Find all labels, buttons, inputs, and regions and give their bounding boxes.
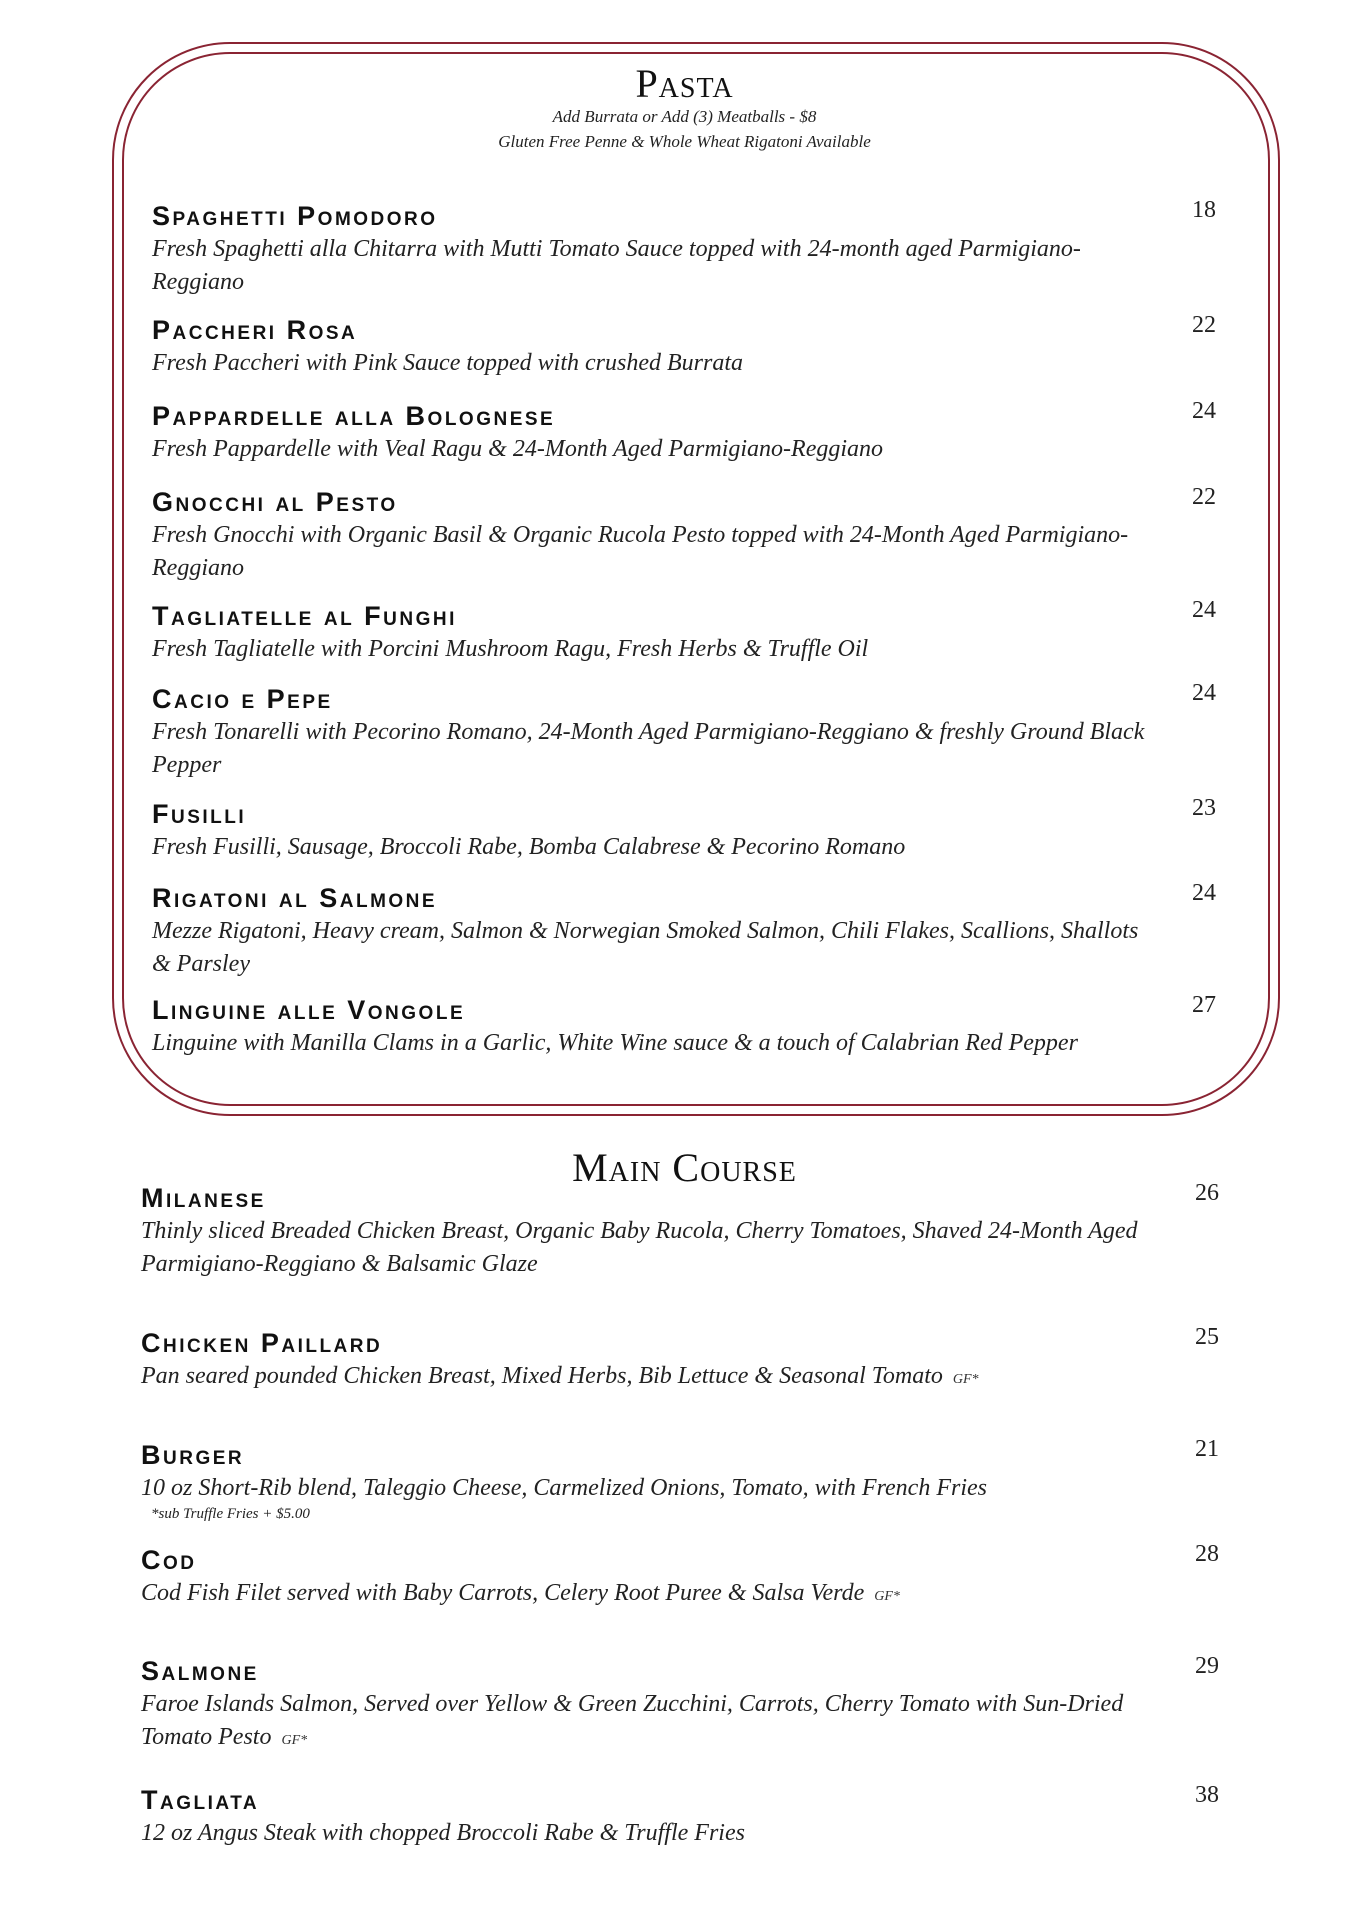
item-description: 10 oz Short-Rib blend, Taleggio Cheese, Carmelized Onions, Tomato, with French Fries: [141, 1475, 987, 1501]
pasta-item-spaghetti-pomodoro: [152, 201, 1147, 299]
item-description: [141, 1577, 1151, 1613]
pasta-item-cacio-e-pepe: [152, 684, 1147, 782]
item-price: 24: [1192, 680, 1216, 706]
item-price: 24: [1192, 880, 1216, 906]
item-name: Spaghetti Pomodoro: [152, 201, 438, 231]
item-description: [141, 1360, 1151, 1396]
pasta-note-gluten-free: Gluten Free Penne & Whole Wheat Rigatoni Available: [498, 132, 871, 151]
item-price: 24: [1192, 597, 1216, 623]
item-price: 21: [1195, 1436, 1219, 1462]
main-item-burger: [141, 1440, 1151, 1523]
pasta-item-gnocchi-pesto: [152, 487, 1147, 585]
main-item-salmone: [141, 1656, 1151, 1757]
main-item-milanese: [141, 1183, 1151, 1281]
item-description: Thinly sliced Breaded Chicken Breast, Organic Baby Rucola, Cherry Tomatoes, Shaved 24-Month Aged Parmigiano-Reggiano & Balsamic Glaze: [141, 1218, 1138, 1277]
item-description: Fresh Spaghetti alla Chitarra with Mutti Tomato Sauce topped with 24-month aged Parmigiano- Reggiano: [152, 236, 1081, 295]
item-name: Cacio e Pepe: [152, 684, 333, 714]
item-description: 12 oz Angus Steak with chopped Broccoli Rabe & Truffle Fries: [141, 1820, 745, 1846]
item-description: Fresh Paccheri with Pink Sauce topped with crushed Burrata: [152, 350, 744, 376]
pasta-item-paccheri-rosa: [152, 315, 1147, 380]
item-description: Linguine with Manilla Clams in a Garlic, White Wine sauce & a touch of Calabrian Red Pepper: [152, 1030, 1078, 1056]
item-name: Pappardelle alla Bolognese: [152, 401, 556, 431]
main-item-tagliata: [141, 1785, 1151, 1850]
item-description: Fresh Fusilli, Sausage, Broccoli Rabe, Bomba Calabrese & Pecorino Romano: [152, 834, 906, 860]
item-name: Burger: [141, 1440, 245, 1470]
item-price: 28: [1195, 1541, 1219, 1567]
item-description-text: Cod Fish Filet served with Baby Carrots, Celery Root Puree & Salsa Verde: [141, 1580, 865, 1606]
item-description: Fresh Tagliatelle with Porcini Mushroom Ragu, Fresh Herbs & Truffle Oil: [152, 636, 869, 662]
item-description-text: Faroe Islands Salmon, Served over Yellow & Green Zucchini, Carrots, Cherry Tomato with Sun-Dried Tomato Pesto: [141, 1691, 1124, 1750]
item-price: 22: [1192, 312, 1216, 338]
item-description: Fresh Pappardelle with Veal Ragu & 24-Month Aged Parmigiano-Reggiano: [152, 436, 884, 462]
item-name: Tagliata: [141, 1785, 260, 1815]
item-price: 18: [1192, 197, 1216, 223]
pasta-section-title: Pasta: [635, 61, 734, 106]
item-description-text: Pan seared pounded Chicken Breast, Mixed Herbs, Bib Lettuce & Seasonal Tomato: [141, 1363, 943, 1389]
pasta-note-addons: Add Burrata or Add (3) Meatballs - $8: [552, 107, 817, 126]
gluten-free-tag: GF*: [874, 1589, 900, 1604]
item-name: Rigatoni al Salmone: [152, 883, 438, 913]
item-name: Tagliatelle al Funghi: [152, 601, 457, 631]
gluten-free-tag: GF*: [281, 1733, 308, 1748]
pasta-item-linguine-vongole: [152, 995, 1182, 1060]
item-price: 26: [1195, 1180, 1219, 1206]
item-price: 25: [1195, 1324, 1219, 1350]
item-name: Linguine alle Vongole: [152, 995, 466, 1025]
item-price: 27: [1192, 992, 1216, 1018]
item-price: 38: [1195, 1782, 1219, 1808]
main-item-chicken-paillard: [141, 1328, 1151, 1396]
item-name: Fusilli: [152, 799, 247, 829]
item-name: Paccheri Rosa: [152, 315, 358, 345]
item-description: [141, 1688, 1151, 1757]
item-name: Cod: [141, 1545, 197, 1575]
item-price: 23: [1192, 795, 1216, 821]
item-name: Milanese: [141, 1183, 266, 1213]
main-course-section-title: Main Course: [572, 1145, 797, 1190]
main-item-cod: [141, 1545, 1151, 1613]
item-name: Salmone: [141, 1656, 259, 1686]
item-price: 29: [1195, 1653, 1219, 1679]
item-name: Gnocchi al Pesto: [152, 487, 398, 517]
pasta-item-tagliatelle-funghi: [152, 601, 1147, 666]
item-description: Fresh Tonarelli with Pecorino Romano, 24-Month Aged Parmigiano-Reggiano & freshly Ground Black Pepper: [152, 719, 1145, 778]
item-price: 22: [1192, 484, 1216, 510]
pasta-item-pappardelle-bolognese: [152, 401, 1147, 466]
pasta-item-fusilli: [152, 799, 1147, 864]
item-description: Fresh Gnocchi with Organic Basil & Organic Rucola Pesto topped with 24-Month Aged Parmigiano-Reggiano: [152, 522, 1129, 581]
item-description: Mezze Rigatoni, Heavy cream, Salmon & Norwegian Smoked Salmon, Chili Flakes, Scallions, Shallots & Parsley: [152, 918, 1139, 977]
pasta-item-rigatoni-salmone: [152, 883, 1147, 981]
item-name: Chicken Paillard: [141, 1328, 383, 1358]
gluten-free-tag: GF*: [952, 1372, 979, 1387]
item-price: 24: [1192, 398, 1216, 424]
item-note: *sub Truffle Fries + $5.00: [151, 1506, 310, 1522]
